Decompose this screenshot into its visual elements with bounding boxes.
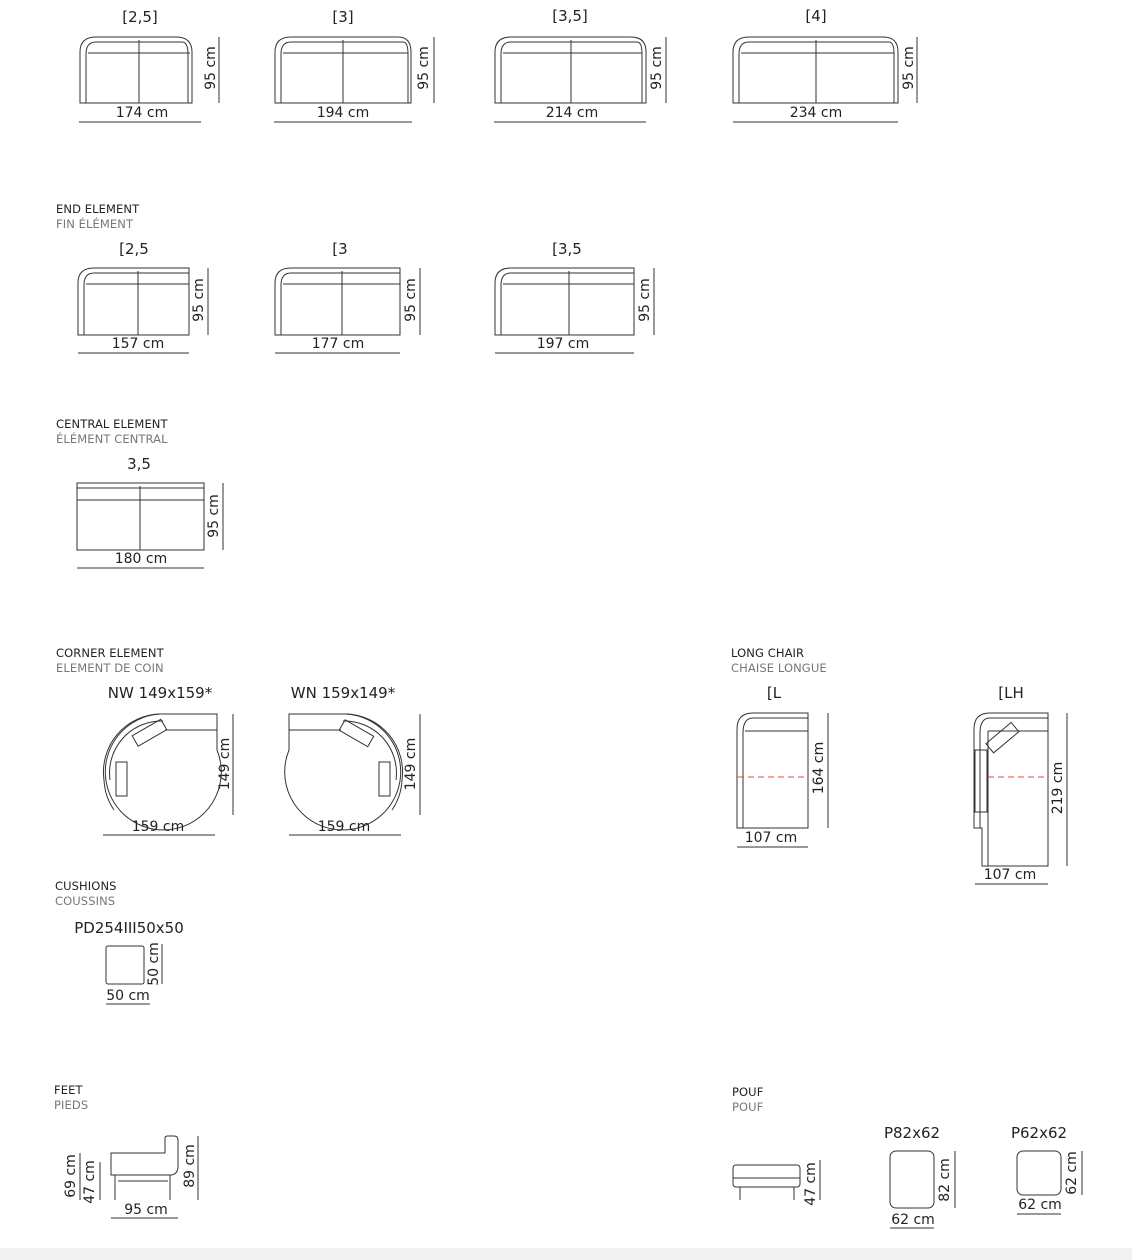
central-element-header [56,417,168,447]
section-title-fr: PIEDS [54,1098,89,1112]
sofa-code: [2,5] [122,8,158,26]
corner-element-code: WN 159x149* [290,684,396,702]
corner-element-height: 149 cm [403,737,419,791]
sofa-height: 95 cm [416,46,432,90]
section-title-en: FEET [54,1083,83,1097]
long-chair-code: [L [766,684,782,702]
section-title-fr: FIN ÉLÉMENT [56,217,134,231]
feet-arm-height: 69 cm [63,1154,79,1198]
long-chair-code: [LH [998,684,1024,702]
end-element-code: [3,5 [552,240,582,258]
long-chair-width: 107 cm [744,830,798,846]
corner-element-width: 159 cm [131,819,185,835]
pouf-width: 62 cm [1018,1197,1062,1213]
section-title-en: CORNER ELEMENT [56,646,164,660]
section-title-fr: COUSSINS [55,894,116,908]
pouf-code: P62x62 [1010,1124,1068,1142]
long-chair-height: 164 cm [811,741,827,795]
section-title-fr: ÉLÉMENT CENTRAL [56,432,168,446]
corner-element-header [56,646,164,676]
long-chair-header [731,646,827,676]
section-title-fr: POUF [732,1100,764,1114]
sofa-code: [4] [805,7,827,25]
section-title-fr: ELEMENT DE COIN [56,661,164,675]
end-element-height: 95 cm [403,278,419,322]
cushion-width: 50 cm [106,988,150,1004]
sofa-height: 95 cm [203,46,219,90]
end-element-code: [2,5 [119,240,149,258]
sofa-height: 95 cm [901,46,917,90]
section-title-fr: CHAISE LONGUE [731,661,827,675]
sofa-width: 194 cm [316,105,370,121]
corner-element-width: 159 cm [317,819,371,835]
section-title-en: END ELEMENT [56,202,140,216]
cushion-code: PD254III50x50 [74,919,184,937]
end-element-code: [3 [332,240,348,258]
end-element-header [56,202,139,232]
corner-element-nw-drawing [103,714,233,835]
end-element-width: 157 cm [111,336,165,352]
central-element-height: 95 cm [206,494,222,538]
end-element-height: 95 cm [637,278,653,322]
pouf-height: 62 cm [1064,1151,1080,1195]
long-chair-width: 107 cm [983,867,1037,883]
feet-header [54,1083,88,1113]
sofa-width: 214 cm [545,105,599,121]
sofa-width: 234 cm [789,105,843,121]
corner-element-height: 149 cm [217,737,233,791]
feet-seat-height: 47 cm [82,1160,98,1204]
feet-back-height: 89 cm [182,1144,198,1188]
pouf-header [732,1085,763,1115]
cushions-header [55,879,117,909]
central-element-width: 180 cm [114,551,168,567]
section-title-en: POUF [732,1085,764,1099]
long-chair-height: 219 cm [1050,761,1066,815]
end-element-width: 197 cm [536,336,590,352]
sofa-width: 174 cm [115,105,169,121]
section-title-en: LONG CHAIR [731,646,805,660]
end-element-height: 95 cm [191,278,207,322]
corner-element-wn-drawing [285,714,420,835]
end-element-width: 177 cm [311,336,365,352]
page-bottom-strip [0,1248,1132,1260]
section-title-en: CUSHIONS [55,879,117,893]
central-element-code: 3,5 [127,455,151,473]
corner-element-code: NW 149x159* [107,684,213,702]
pouf-height: 82 cm [937,1158,953,1202]
sofa-code: [3] [332,8,354,26]
cushion-height: 50 cm [146,942,162,986]
section-title-en: CENTRAL ELEMENT [56,417,168,431]
sofa-code: [3,5] [552,7,588,25]
feet-width: 95 cm [124,1202,168,1218]
pouf-width: 62 cm [891,1212,935,1228]
pouf-code: P82x62 [883,1124,941,1142]
sofa-height: 95 cm [649,46,665,90]
pouf-side-height: 47 cm [803,1162,819,1206]
